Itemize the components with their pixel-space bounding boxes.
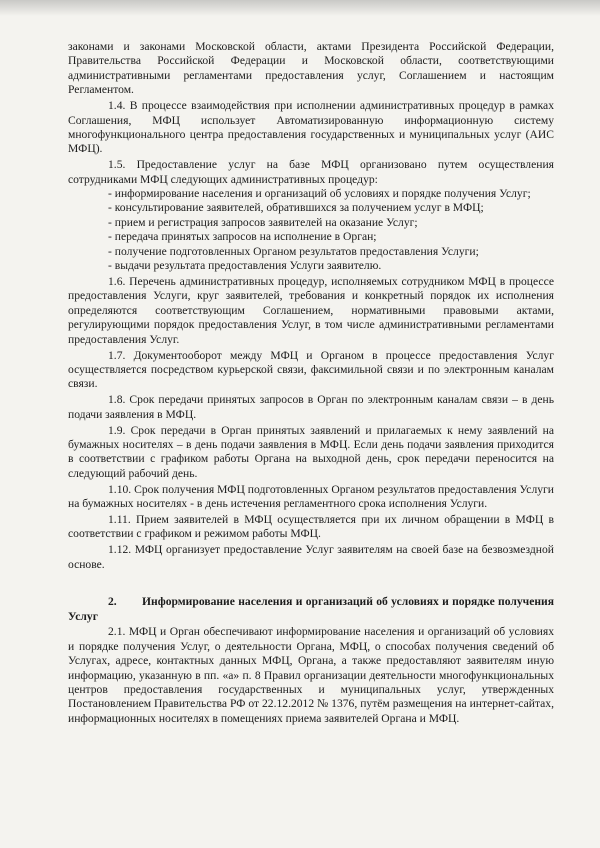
paragraph-1-4: 1.4. В процессе взаимодействия при исполнении административных процедур в рамках Соглашения, МФЦ использует Автоматизированную информационную систему многофункционального центра предоставления государственных и муниципальных услуг (АИС МФЦ). <box>68 99 554 156</box>
list-item: - информирование населения и организаций об условиях и порядке получения Услуг; <box>108 187 531 201</box>
list-item: - прием и регистрация запросов заявителей на оказание Услуг; <box>108 215 418 229</box>
section-2-title: Информирование населения и организаций об условиях и порядке получения Услуг <box>68 595 554 623</box>
paragraph-1-12: 1.12. МФЦ организует предоставление Услуг заявителям на своей базе на безвозмездной основе. <box>68 543 554 571</box>
list-item: - консультирование заявителей, обратившихся за получением услуг в МФЦ; <box>108 201 484 215</box>
document-page <box>68 40 554 726</box>
paragraph-1-8: 1.8. Срок передачи принятых запросов в Орган по электронным каналам связи – в день подачи заявления в МФЦ. <box>68 393 554 421</box>
paragraph-1-7: 1.7. Документооборот между МФЦ и Органом в процессе предоставления Услуг осуществляется посредством курьерской связи, факсимильной связи и по электронным каналам связи. <box>68 348 554 391</box>
scan-edge-shadow <box>0 0 600 16</box>
list-item: - передача принятых запросов на исполнение в Орган; <box>108 230 377 244</box>
section-2-number: 2. <box>108 595 117 609</box>
paragraph-2-1: 2.1. МФЦ и Орган обеспечивают информирование населения и организаций об условиях и порядке получения Услуг, о деятельности Органа, МФЦ, о способах получения сведений об Услугах, адресе, контактных данных МФЦ, Органа, а также предоставляют заявителям иную информацию, указанную в пп. «а» п. 8 Правил организации деятельности многофункциональных центров предоставления государственных и муниципальных услуг, утвержденных Постановлением Правительства РФ от 22.12.2012 № 1376, путём размещения на интернет-сайтах, информационных носителях в помещениях приема заявителей Органа и МФЦ. <box>68 625 554 725</box>
paragraph-1-9: 1.9. Срок передачи в Орган принятых заявлений и прилагаемых к нему заявлений на бумажных носителях – в день подачи заявления в МФЦ. Если день подачи заявления приходится в соответствии с графиком работы Органа на выходной день, срок передачи переносится на следующий рабочий день. <box>68 423 554 480</box>
paragraph-intro: законами и законами Московской области, актами Президента Российской Федерации, Правительства Российской Федерации и Московской области, соответствующими административными регламентами предоставления услуг, Соглашением и настоящим Регламентом. <box>68 40 554 97</box>
paragraph-1-6: 1.6. Перечень административных процедур, исполняемых сотрудником МФЦ в процессе предоставления Услуги, круг заявителей, требования и конкретный порядок их исполнения определяются соответствующим Соглашением, нормативными правовыми актами, регулирующими порядок предоставления Услуг, в том числе административными регламентами предоставления Услуг. <box>68 275 554 346</box>
paragraph-1-10: 1.10. Срок получения МФЦ подготовленных Органом результатов предоставления Услуги на бумажных носителях - в день истечения регламентного срока исполнения Услуги. <box>68 482 554 511</box>
paragraph-1-5: 1.5. Предоставление услуг на базе МФЦ организовано путем осуществления сотрудниками МФЦ следующих административных процедур: <box>68 158 554 186</box>
list-item: - получение подготовленных Органом результатов предоставления Услуги; <box>108 244 479 258</box>
paragraph-1-11: 1.11. Прием заявителей в МФЦ осуществляется при их личном обращении в МФЦ в соответствии с графиком и режимом работы МФЦ. <box>68 513 554 541</box>
list-item: - выдачи результата предоставления Услуги заявителю. <box>108 259 382 273</box>
section-2-heading <box>68 595 554 624</box>
